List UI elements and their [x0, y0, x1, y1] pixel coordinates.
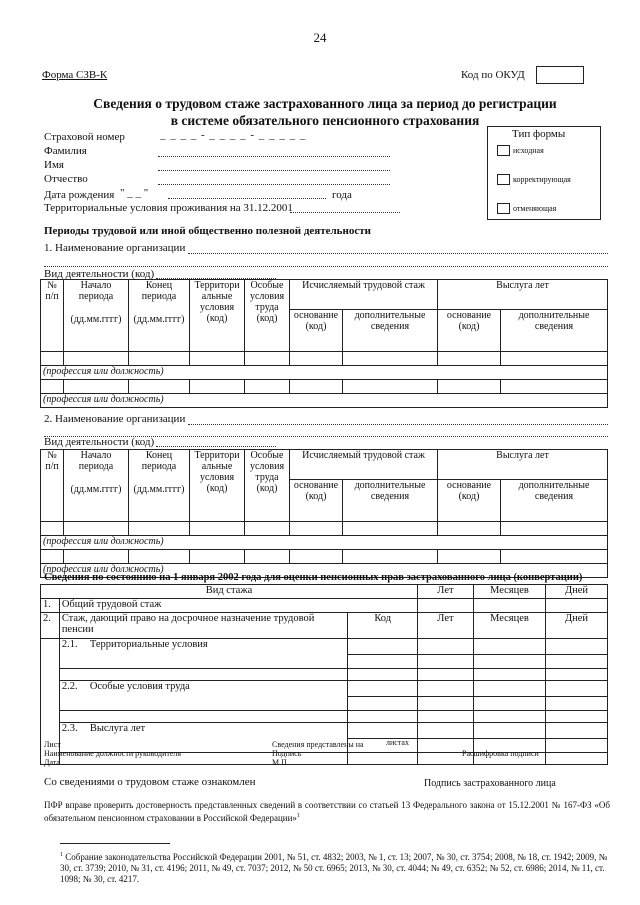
- profession-row[interactable]: (профессия или должность): [41, 366, 608, 380]
- insured-signature-label: Подпись застрахованного лица: [424, 778, 556, 789]
- col-start: [64, 280, 129, 352]
- cell[interactable]: [417, 639, 473, 655]
- profession-row[interactable]: (профессия или должность): [41, 536, 608, 550]
- org-2-activity-field[interactable]: [156, 436, 276, 447]
- conv-sub-2-num: 2.2.: [61, 681, 78, 692]
- col-start: [64, 450, 129, 522]
- cell[interactable]: [190, 380, 245, 394]
- col-stazh: Исчисляемый трудовой стаж: [290, 280, 438, 310]
- org-2-name-label: 2. Наименование организации: [44, 413, 186, 425]
- cell[interactable]: [190, 352, 245, 366]
- cell[interactable]: [417, 723, 473, 739]
- cell[interactable]: [348, 711, 418, 723]
- cell[interactable]: [348, 723, 418, 739]
- date-format: (дд.мм.гггг): [133, 484, 185, 495]
- col-extra: дополнительные сведения: [501, 310, 608, 352]
- cell[interactable]: [417, 711, 473, 723]
- form-type-cancelling-label: отменяющая: [513, 204, 557, 213]
- conv-col-months: Месяцев: [473, 613, 545, 639]
- year-label: года: [332, 189, 352, 201]
- org-1-activity-field[interactable]: [156, 268, 276, 279]
- col-basis: основание (код): [290, 310, 343, 352]
- conversion-table: [40, 584, 608, 765]
- org-1-activity-label: Вид деятельности (код): [44, 268, 155, 280]
- cell[interactable]: [473, 599, 545, 613]
- cell[interactable]: [348, 639, 418, 655]
- cell[interactable]: [129, 522, 190, 536]
- cell[interactable]: [64, 522, 129, 536]
- conv-col-years: Лет: [417, 613, 473, 639]
- conv-sub-3-num: 2.3.: [61, 723, 78, 734]
- col-num: № п/п: [41, 280, 64, 352]
- col-end: [129, 450, 190, 522]
- checkbox[interactable]: [497, 174, 510, 185]
- spacer-cell: [59, 711, 348, 723]
- sheets-label: листах: [386, 738, 409, 747]
- profession-row[interactable]: (профессия или должность): [41, 394, 608, 408]
- surname-label: Фамилия: [44, 145, 87, 157]
- cell[interactable]: [64, 550, 129, 564]
- cell[interactable]: [245, 550, 290, 564]
- legal-text: [44, 800, 610, 824]
- conv-col-months: Месяцев: [473, 585, 545, 599]
- title-line-1: Сведения о трудовом стаже застрахованного лица за период до регистрации: [93, 96, 557, 111]
- conv-row-2-num: 2.: [41, 613, 60, 639]
- birth-date-label: Дата рождения: [44, 189, 115, 201]
- col-end-label: Конец периода: [141, 450, 177, 472]
- org-1-name-field[interactable]: [188, 243, 608, 254]
- cell[interactable]: [546, 599, 608, 613]
- territorial-field[interactable]: [290, 202, 400, 213]
- footnote-mark: 1: [60, 852, 63, 858]
- cell[interactable]: [41, 352, 64, 366]
- cell[interactable]: [473, 669, 545, 681]
- cell[interactable]: [245, 352, 290, 366]
- cell[interactable]: [417, 655, 473, 669]
- footnote-divider: [60, 843, 170, 844]
- name-label: Имя: [44, 159, 64, 171]
- signature-label: Подпись: [272, 749, 302, 758]
- col-basis: основание (код): [438, 480, 501, 522]
- conv-col-kind: Вид стажа: [41, 585, 418, 599]
- cell[interactable]: [546, 639, 608, 655]
- date-format: (дд.мм.гггг): [70, 314, 122, 325]
- col-stazh: Исчисляемый трудовой стаж: [290, 450, 438, 480]
- form-type-corrective-label: корректирующая: [513, 175, 571, 184]
- org-1-name-field-2[interactable]: [44, 256, 608, 267]
- conv-sub-1: [59, 639, 348, 669]
- acquainted-label: Со сведениями о трудовом стаже ознакомлен: [44, 776, 256, 788]
- cell[interactable]: [348, 669, 418, 681]
- profession-row[interactable]: (профессия или должность): [41, 564, 608, 578]
- conv-col-code: Код: [348, 613, 418, 639]
- cell[interactable]: [41, 522, 64, 536]
- birth-year-field[interactable]: [168, 188, 326, 199]
- cell[interactable]: [64, 380, 129, 394]
- cell[interactable]: [129, 550, 190, 564]
- stamp-label: М П: [272, 758, 287, 767]
- col-end-label: Конец периода: [141, 280, 177, 302]
- cell[interactable]: [546, 739, 608, 753]
- cell[interactable]: [546, 681, 608, 697]
- conv-row-1-num: 1.: [41, 599, 60, 613]
- cell[interactable]: [501, 380, 608, 394]
- footnote-text: Собрание законодательства Российской Федерации 2001, № 51, ст. 4832; 2003, № 1, ст. 13; 2007, № 30, ст. 3754; 2008, № 18, ст. 1942; 2009, № 30, ст. 3739; 2010, № 31, ст. 4196; 2011, № 49, ст. 7037; 2012, № 50 ст. 6965; 2013, № 30, ст. 4044; № 49, ст. 6352; № 52, ст. 6986; 2014, № 11, ст. 1098; № 30, ст. 4217.: [60, 852, 608, 884]
- conv-sub-3-label: Выслуга лет: [89, 723, 146, 734]
- form-type-corrective[interactable]: [497, 174, 571, 185]
- submitted-label: Сведения представлены на: [272, 740, 364, 749]
- cell[interactable]: [290, 522, 343, 536]
- cell[interactable]: [438, 550, 501, 564]
- period-table-1: [40, 279, 608, 408]
- cell[interactable]: [473, 697, 545, 711]
- col-start-label: Начало периода: [78, 450, 114, 472]
- checkbox[interactable]: [497, 203, 510, 214]
- col-territorial: Территори альные условия (код): [190, 450, 245, 522]
- cell[interactable]: [473, 711, 545, 723]
- conv-sub-1-num: 2.1.: [61, 639, 78, 650]
- cell[interactable]: [417, 697, 473, 711]
- footnote: [60, 850, 608, 885]
- periods-title: Периоды трудовой или иной общественно полезной деятельности: [44, 225, 371, 237]
- cell[interactable]: [417, 599, 473, 613]
- conv-row-1-label: Общий трудовой стаж: [59, 599, 417, 613]
- cell[interactable]: [546, 711, 608, 723]
- patronymic-label: Отчество: [44, 173, 88, 185]
- page-number: 24: [313, 30, 327, 45]
- cell[interactable]: [343, 522, 438, 536]
- legal-text-body: ПФР вправе проверить достоверность представленных сведений в соответствии со статьей 13 Федерального закона от 15.12.2001 № 167-ФЗ «Об обязательном пенсионном страховании в Российской Федерации»: [44, 800, 610, 823]
- cell[interactable]: [190, 522, 245, 536]
- col-basis: основание (код): [290, 480, 343, 522]
- insurance-number-label: Страховой номер: [44, 131, 125, 143]
- okud-label: Код по ОКУД: [461, 69, 525, 81]
- conversion-title: Сведения по состоянию на 1 января 2002 года для оценки пенсионных прав застрахованного лица (конвертации): [44, 572, 583, 583]
- spacer-cell: [59, 669, 348, 681]
- cell[interactable]: [129, 352, 190, 366]
- cell[interactable]: [343, 550, 438, 564]
- cell[interactable]: [64, 352, 129, 366]
- position-label: Наименование должности руководителя: [44, 749, 182, 758]
- decoding-label: Расшифровка подписи: [462, 749, 539, 758]
- col-special: Особые условия труда (код): [245, 450, 290, 522]
- cell[interactable]: [501, 352, 608, 366]
- sheet-label: Лист: [44, 740, 61, 749]
- cell[interactable]: [501, 522, 608, 536]
- cell[interactable]: [348, 681, 418, 697]
- date-label: Дата: [44, 758, 60, 767]
- cell[interactable]: [348, 753, 418, 765]
- col-territorial: Территори альные условия (код): [190, 280, 245, 352]
- conv-col-days: Дней: [546, 585, 608, 599]
- cell[interactable]: [417, 669, 473, 681]
- cell[interactable]: [348, 697, 418, 711]
- col-end: [129, 280, 190, 352]
- cell[interactable]: [438, 352, 501, 366]
- org-2-name-field[interactable]: [188, 414, 608, 425]
- col-start-label: Начало периода: [78, 280, 114, 302]
- cell[interactable]: [501, 550, 608, 564]
- date-format: (дд.мм.гггг): [70, 484, 122, 495]
- document-title: [40, 95, 610, 129]
- cell[interactable]: [129, 380, 190, 394]
- cell[interactable]: [473, 639, 545, 655]
- cell[interactable]: [546, 723, 608, 739]
- col-basis: основание (код): [438, 310, 501, 352]
- cell[interactable]: [438, 522, 501, 536]
- cell[interactable]: [473, 655, 545, 669]
- cell[interactable]: [245, 522, 290, 536]
- cell[interactable]: [546, 753, 608, 765]
- name-field[interactable]: [158, 160, 390, 171]
- org-1-name-label: 1. Наименование организации: [44, 242, 186, 254]
- patronymic-field[interactable]: [158, 174, 390, 185]
- col-num: № п/п: [41, 450, 64, 522]
- form-type-original-label: исходная: [513, 146, 544, 155]
- footnote-ref: 1: [296, 813, 300, 819]
- col-extra: дополнительные сведения: [343, 310, 438, 352]
- form-type-original[interactable]: [497, 145, 544, 156]
- cell[interactable]: [343, 352, 438, 366]
- date-format: (дд.мм.гггг): [133, 314, 185, 325]
- conv-sub-2: [59, 681, 348, 711]
- cell[interactable]: [417, 681, 473, 697]
- title-line-2: в системе обязательного пенсионного страхования: [170, 113, 480, 128]
- cell[interactable]: [41, 550, 64, 564]
- form-type-cancelling[interactable]: [497, 203, 556, 214]
- cell[interactable]: [546, 669, 608, 681]
- surname-field[interactable]: [158, 146, 390, 157]
- form-type-title: Тип формы: [512, 128, 566, 140]
- insurance-number-field[interactable]: _ _ _ _ - _ _ _ _ - _ _ _ _ _: [160, 129, 307, 141]
- cell[interactable]: [290, 380, 343, 394]
- conv-sub-1-label: Территориальные условия: [89, 639, 208, 650]
- org-2-activity-label: Вид деятельности (код): [44, 436, 155, 448]
- cell[interactable]: [190, 550, 245, 564]
- conv-sub-2-label: Особые условия труда: [89, 681, 190, 692]
- cell[interactable]: [546, 697, 608, 711]
- col-extra: дополнительные сведения: [501, 480, 608, 522]
- cell[interactable]: [290, 352, 343, 366]
- col-special: Особые условия труда (код): [245, 280, 290, 352]
- checkbox[interactable]: [497, 145, 510, 156]
- cell[interactable]: [348, 655, 418, 669]
- okud-field[interactable]: [536, 66, 584, 84]
- conv-row-2-label: Стаж, дающий право на досрочное назначение трудовой пенсии: [59, 613, 348, 639]
- form-name: Форма СЗВ-К: [42, 69, 108, 81]
- col-vysluga: Выслуга лет: [438, 280, 608, 310]
- col-vysluga: Выслуга лет: [438, 450, 608, 480]
- cell[interactable]: [290, 550, 343, 564]
- col-extra: дополнительные сведения: [343, 480, 438, 522]
- territorial-label: Территориальные условия проживания на 31.12.2001: [44, 202, 293, 214]
- conv-col-years: Лет: [417, 585, 473, 599]
- cell[interactable]: [343, 380, 438, 394]
- cell[interactable]: [41, 380, 64, 394]
- cell[interactable]: [438, 380, 501, 394]
- cell[interactable]: [245, 380, 290, 394]
- conv-col-days: Дней: [546, 613, 608, 639]
- cell[interactable]: [546, 655, 608, 669]
- cell[interactable]: [473, 681, 545, 697]
- birth-date-field[interactable]: " _ _ ": [120, 187, 149, 199]
- period-table-2: [40, 449, 608, 578]
- cell[interactable]: [473, 723, 545, 739]
